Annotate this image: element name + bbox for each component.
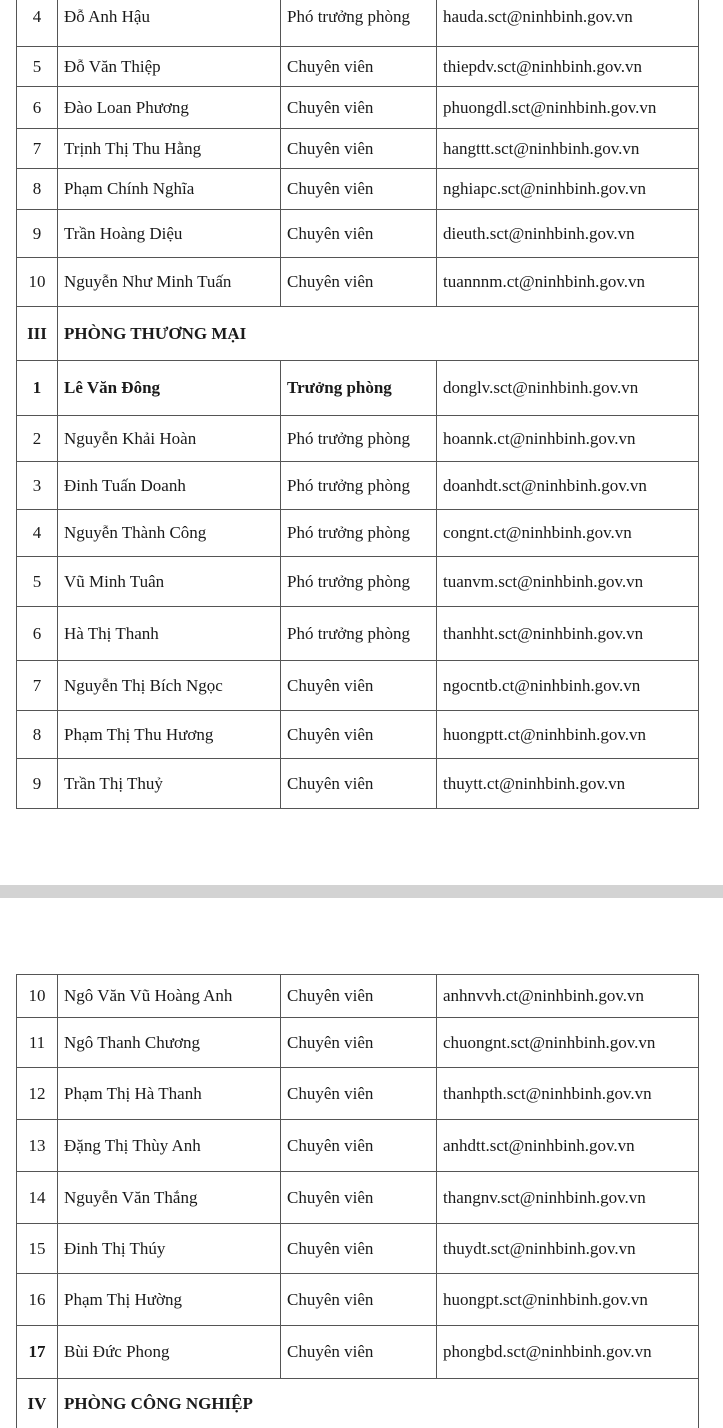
- section-title: PHÒNG CÔNG NGHIỆP: [58, 1379, 699, 1428]
- staff-position: Phó trưởng phòng: [281, 462, 437, 510]
- section-title: PHÒNG THƯƠNG MẠI: [58, 307, 699, 361]
- row-number: 3: [17, 462, 58, 510]
- staff-position: Chuyên viên: [281, 1018, 437, 1068]
- staff-email: phuongdl.sct@ninhbinh.gov.vn: [437, 87, 699, 129]
- staff-name: Trần Hoàng Diệu: [58, 210, 281, 258]
- staff-position: Chuyên viên: [281, 661, 437, 711]
- staff-row: [17, 1120, 699, 1172]
- staff-name: Đinh Thị Thúy: [58, 1224, 281, 1274]
- staff-row: [17, 210, 699, 258]
- row-number: 16: [17, 1274, 58, 1326]
- staff-row: [17, 1068, 699, 1120]
- staff-position: Chuyên viên: [281, 210, 437, 258]
- staff-row: [17, 129, 699, 169]
- staff-position: Chuyên viên: [281, 1172, 437, 1224]
- staff-row: [17, 759, 699, 809]
- staff-row: [17, 1224, 699, 1274]
- staff-email: donglv.sct@ninhbinh.gov.vn: [437, 361, 699, 416]
- staff-row: [17, 361, 699, 416]
- staff-email: huongptt.ct@ninhbinh.gov.vn: [437, 711, 699, 759]
- row-number: 14: [17, 1172, 58, 1224]
- staff-name: Phạm Chính Nghĩa: [58, 169, 281, 210]
- staff-name: Nguyễn Khải Hoàn: [58, 416, 281, 462]
- staff-email: congnt.ct@ninhbinh.gov.vn: [437, 510, 699, 557]
- row-number: 9: [17, 759, 58, 809]
- row-number: 2: [17, 416, 58, 462]
- section-header-row: [17, 307, 699, 361]
- staff-row: [17, 1018, 699, 1068]
- row-number: 7: [17, 129, 58, 169]
- staff-row: [17, 557, 699, 607]
- staff-email: thuydt.sct@ninhbinh.gov.vn: [437, 1224, 699, 1274]
- staff-position: Phó trưởng phòng: [281, 510, 437, 557]
- staff-position: Chuyên viên: [281, 169, 437, 210]
- staff-position: Chuyên viên: [281, 1326, 437, 1379]
- staff-position: Phó trưởng phòng: [281, 607, 437, 661]
- staff-email: doanhdt.sct@ninhbinh.gov.vn: [437, 462, 699, 510]
- staff-email: phongbd.sct@ninhbinh.gov.vn: [437, 1326, 699, 1379]
- staff-name: Ngô Thanh Chương: [58, 1018, 281, 1068]
- staff-email: anhdtt.sct@ninhbinh.gov.vn: [437, 1120, 699, 1172]
- row-number: 8: [17, 169, 58, 210]
- staff-email: hangttt.sct@ninhbinh.gov.vn: [437, 129, 699, 169]
- staff-table-body: [17, 0, 699, 809]
- staff-name: Vũ Minh Tuân: [58, 557, 281, 607]
- staff-name: Phạm Thị Thu Hương: [58, 711, 281, 759]
- staff-row: [17, 87, 699, 129]
- row-number: 9: [17, 210, 58, 258]
- staff-table-page-1: [16, 0, 699, 809]
- staff-name: Hà Thị Thanh: [58, 607, 281, 661]
- staff-email: dieuth.sct@ninhbinh.gov.vn: [437, 210, 699, 258]
- staff-name: Trịnh Thị Thu Hằng: [58, 129, 281, 169]
- staff-name: Ngô Văn Vũ Hoàng Anh: [58, 975, 281, 1018]
- row-number: 13: [17, 1120, 58, 1172]
- staff-row: [17, 661, 699, 711]
- page-gap: [0, 885, 723, 898]
- staff-position: Phó trưởng phòng: [281, 0, 437, 47]
- staff-name: Phạm Thị Hường: [58, 1274, 281, 1326]
- staff-position: Chuyên viên: [281, 1274, 437, 1326]
- staff-row: [17, 1172, 699, 1224]
- staff-row: [17, 510, 699, 557]
- staff-name: Nguyễn Như Minh Tuấn: [58, 258, 281, 307]
- staff-email: thuytt.ct@ninhbinh.gov.vn: [437, 759, 699, 809]
- row-number: 1: [17, 361, 58, 416]
- staff-email: thanhht.sct@ninhbinh.gov.vn: [437, 607, 699, 661]
- staff-name: Lê Văn Đông: [58, 361, 281, 416]
- section-number: III: [17, 307, 58, 361]
- staff-row: [17, 975, 699, 1018]
- staff-email: nghiapc.sct@ninhbinh.gov.vn: [437, 169, 699, 210]
- section-header-row: [17, 1379, 699, 1428]
- staff-position: Chuyên viên: [281, 1120, 437, 1172]
- staff-position: Chuyên viên: [281, 1224, 437, 1274]
- staff-row: [17, 711, 699, 759]
- staff-name: Nguyễn Thị Bích Ngọc: [58, 661, 281, 711]
- staff-name: Trần Thị Thuỷ: [58, 759, 281, 809]
- staff-name: Bùi Đức Phong: [58, 1326, 281, 1379]
- staff-position: Chuyên viên: [281, 258, 437, 307]
- staff-row: [17, 1326, 699, 1379]
- staff-name: Đỗ Anh Hậu: [58, 0, 281, 47]
- row-number: 10: [17, 975, 58, 1018]
- staff-position: Trưởng phòng: [281, 361, 437, 416]
- staff-row: [17, 169, 699, 210]
- row-number: 5: [17, 47, 58, 87]
- row-number: 10: [17, 258, 58, 307]
- row-number: 12: [17, 1068, 58, 1120]
- staff-email: tuannnm.ct@ninhbinh.gov.vn: [437, 258, 699, 307]
- staff-name: Đinh Tuấn Doanh: [58, 462, 281, 510]
- staff-email: thanhpth.sct@ninhbinh.gov.vn: [437, 1068, 699, 1120]
- staff-name: Đặng Thị Thùy Anh: [58, 1120, 281, 1172]
- staff-email: chuongnt.sct@ninhbinh.gov.vn: [437, 1018, 699, 1068]
- staff-name: Đỗ Văn Thiệp: [58, 47, 281, 87]
- staff-position: Chuyên viên: [281, 47, 437, 87]
- staff-position: Chuyên viên: [281, 711, 437, 759]
- staff-row: [17, 462, 699, 510]
- staff-position: Phó trưởng phòng: [281, 416, 437, 462]
- row-number: 8: [17, 711, 58, 759]
- staff-table-body: [17, 975, 699, 1428]
- staff-table-page-2: [16, 974, 699, 1428]
- staff-email: huongpt.sct@ninhbinh.gov.vn: [437, 1274, 699, 1326]
- staff-name: Nguyễn Văn Thắng: [58, 1172, 281, 1224]
- row-number: 6: [17, 87, 58, 129]
- staff-row: [17, 258, 699, 307]
- section-number: IV: [17, 1379, 58, 1428]
- row-number: 5: [17, 557, 58, 607]
- staff-position: Chuyên viên: [281, 129, 437, 169]
- staff-email: thiepdv.sct@ninhbinh.gov.vn: [437, 47, 699, 87]
- staff-position: Chuyên viên: [281, 759, 437, 809]
- staff-name: Phạm Thị Hà Thanh: [58, 1068, 281, 1120]
- row-number: 11: [17, 1018, 58, 1068]
- row-number: 17: [17, 1326, 58, 1379]
- staff-row: [17, 47, 699, 87]
- staff-row: [17, 1274, 699, 1326]
- row-number: 15: [17, 1224, 58, 1274]
- staff-email: ngocntb.ct@ninhbinh.gov.vn: [437, 661, 699, 711]
- staff-row: [17, 416, 699, 462]
- row-number: 6: [17, 607, 58, 661]
- staff-email: thangnv.sct@ninhbinh.gov.vn: [437, 1172, 699, 1224]
- document-page-2: [0, 898, 723, 1428]
- staff-email: hauda.sct@ninhbinh.gov.vn: [437, 0, 699, 47]
- row-number: 7: [17, 661, 58, 711]
- staff-position: Chuyên viên: [281, 1068, 437, 1120]
- row-number: 4: [17, 0, 58, 47]
- staff-name: Nguyễn Thành Công: [58, 510, 281, 557]
- staff-position: Phó trưởng phòng: [281, 557, 437, 607]
- staff-email: hoannk.ct@ninhbinh.gov.vn: [437, 416, 699, 462]
- staff-email: tuanvm.sct@ninhbinh.gov.vn: [437, 557, 699, 607]
- staff-row: [17, 607, 699, 661]
- staff-email: anhnvvh.ct@ninhbinh.gov.vn: [437, 975, 699, 1018]
- staff-row: [17, 0, 699, 47]
- staff-name: Đào Loan Phương: [58, 87, 281, 129]
- staff-position: Chuyên viên: [281, 87, 437, 129]
- row-number: 4: [17, 510, 58, 557]
- staff-position: Chuyên viên: [281, 975, 437, 1018]
